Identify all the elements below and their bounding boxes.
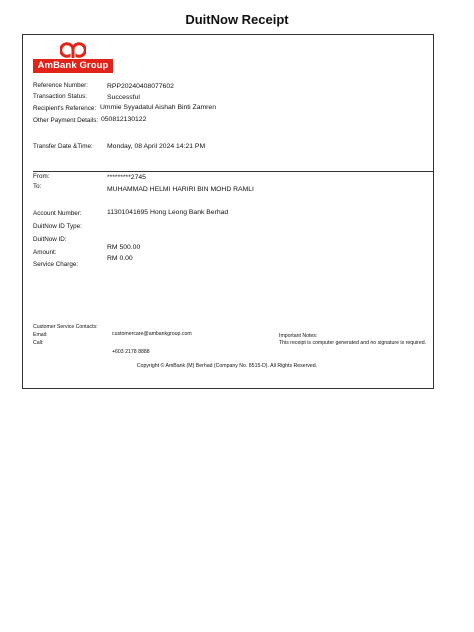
brand-name: AmBank Group [33,59,113,73]
ambank-logo-icon [60,42,86,58]
transfer-date-label: Transfer Date &Time: [33,143,93,150]
reference-number-value: RPP20240408077602 [107,83,174,90]
page-title: DuitNow Receipt [185,12,289,27]
duitnow-id-label: DuitNow ID: [33,236,67,243]
service-charge-label: Service Charge: [33,261,79,268]
email-value[interactable]: customercare@ambankgroup.com [112,331,192,337]
to-label: To: [33,183,42,190]
transfer-date-value: Monday, 08 April 2024 14:21 PM [107,143,206,150]
account-number-label: Account Number: [33,210,82,217]
amount-value: RM 500.00 [107,244,141,251]
call-value[interactable]: +603 2178 8888 [112,349,150,355]
recipient-reference-label: Recipient's Reference: [33,105,97,112]
important-notes-text: This receipt is computer generated and no signature is required. [279,340,427,346]
to-value: MUHAMMAD HELMI HARIRI BIN MOHD RAMLI [107,186,254,193]
transaction-status-label: Transaction Status: [33,93,88,100]
reference-number-label: Reference Number: [33,82,88,89]
from-label: From: [33,173,50,180]
other-payment-details-value: 050812130122 [101,116,147,123]
contacts-label: Customer Service Contacts: [33,324,98,330]
duitnow-id-type-label: DuitNow ID Type: [33,223,82,230]
from-value: *********2745 [107,174,146,181]
call-label: Call: [33,340,44,346]
important-notes-label: Important Notes: [279,333,318,339]
transaction-status-value: Successful [107,94,140,101]
amount-label: Amount: [33,249,57,256]
account-number-value: 11301041695 Hong Leong Bank Berhad [107,209,229,216]
other-payment-details-label: Other Payment Details: [33,117,99,124]
recipient-reference-value: Ummie Syyadatul Aishah Binti Zamren [100,104,216,111]
service-charge-value: RM 0.00 [107,255,133,262]
email-label: Email: [33,332,48,338]
section-divider [33,171,434,172]
copyright-text: Copyright © AmBank (M) Berhad (Company No. 8515-D). All Rights Reserved. [136,363,318,369]
